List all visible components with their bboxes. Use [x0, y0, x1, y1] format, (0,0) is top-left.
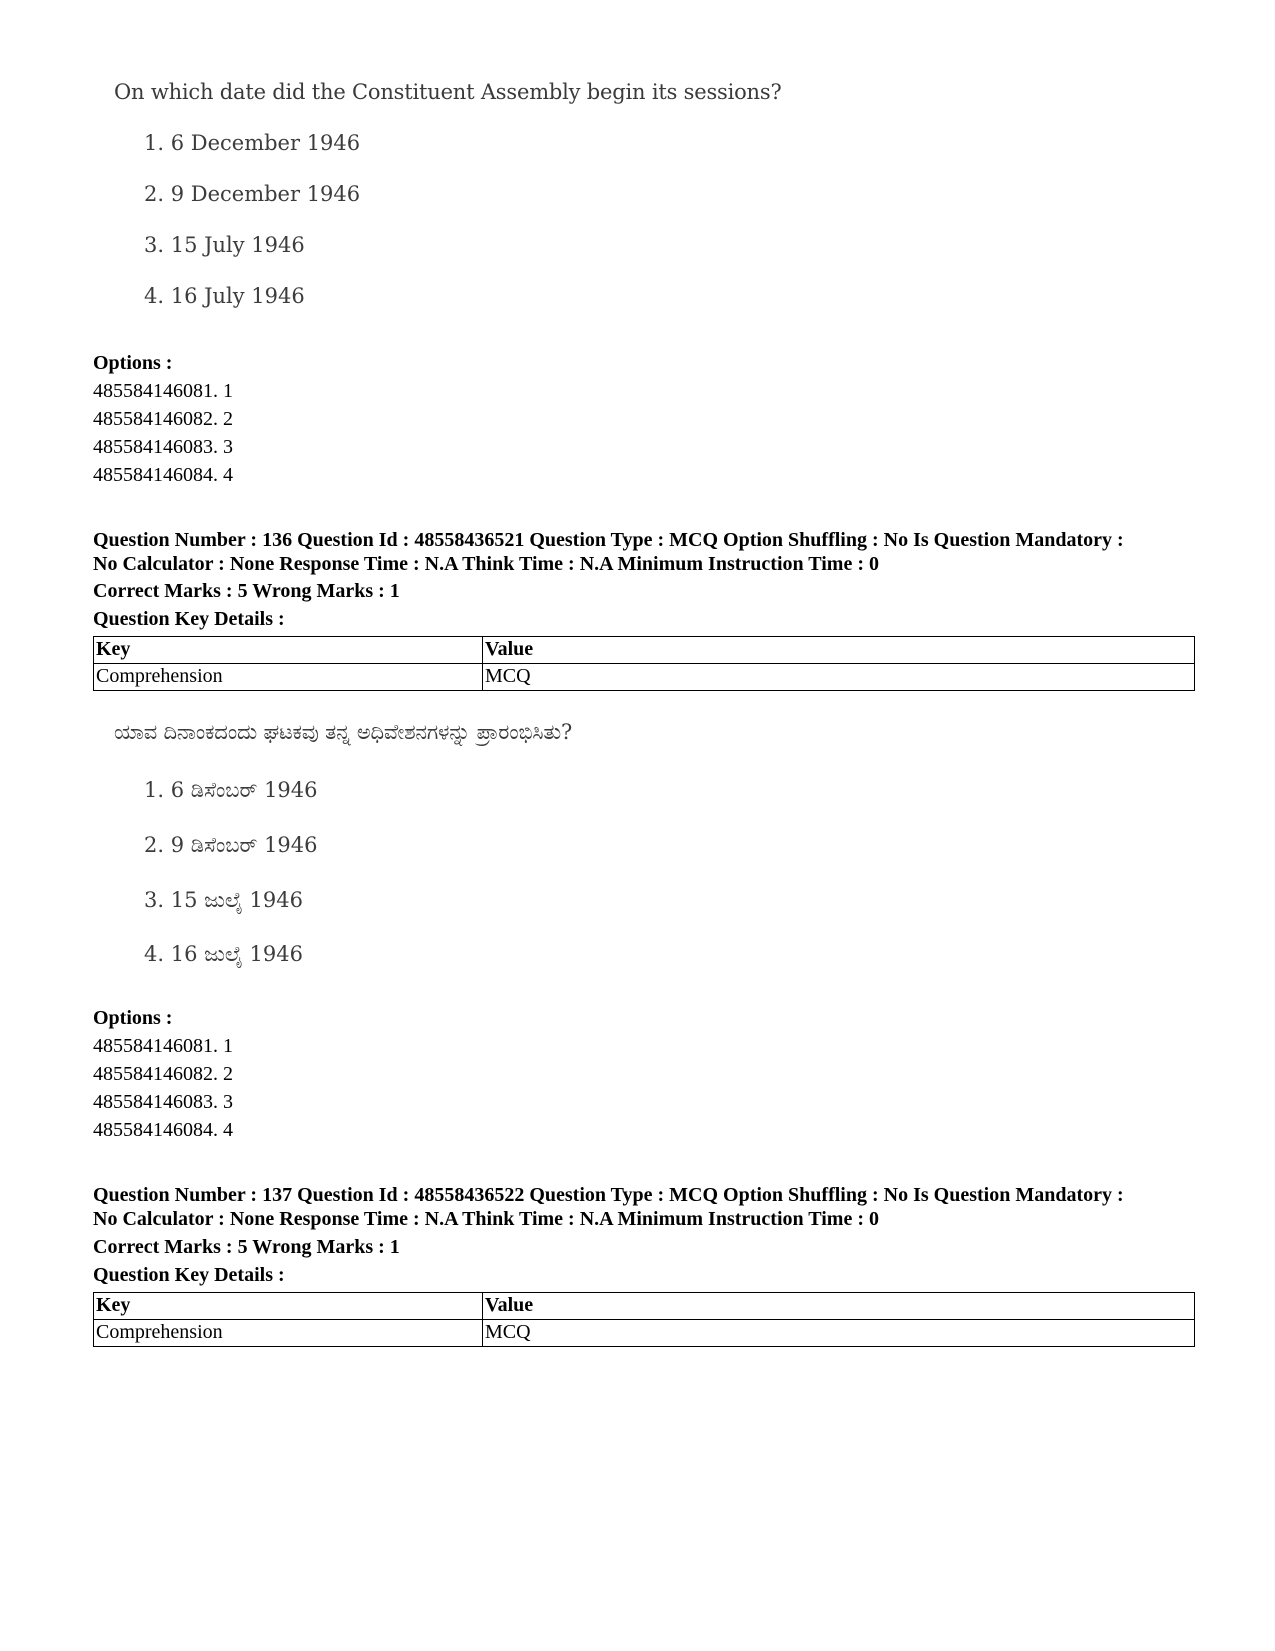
question-option: 4. 16 July 1946 [144, 284, 305, 308]
question-option: 2. 9 December 1946 [144, 182, 361, 206]
table-cell-key: Comprehension [94, 664, 483, 691]
option-id-line: 485584146082. 2 [93, 408, 233, 430]
option-id-line: 485584146081. 1 [93, 1035, 233, 1057]
option-id-line: 485584146083. 3 [93, 436, 233, 458]
options-label: Options : [93, 1007, 173, 1029]
key-details-table [93, 636, 1195, 691]
question-option: 3. 15 July 1946 [144, 233, 305, 257]
table-header-row [94, 637, 1195, 664]
option-id-line: 485584146081. 1 [93, 380, 233, 402]
option-id-line: 485584146084. 4 [93, 464, 233, 486]
table-cell-value: MCQ [483, 1320, 1195, 1347]
option-id-line: 485584146082. 2 [93, 1063, 233, 1085]
option-id-line: 485584146084. 4 [93, 1119, 233, 1141]
question-image-kannada [114, 720, 573, 966]
table-header-row [94, 1293, 1195, 1320]
question-meta-line-1: Question Number : 136 Question Id : 48558436521 Question Type : MCQ Option Shuffling : No Is Question Mandatory : [93, 529, 1124, 551]
marks-line: Correct Marks : 5 Wrong Marks : 1 [93, 580, 400, 602]
question-text: ಯಾವ ದಿನಾಂಕದಂದು ಘಟಕವು ತನ್ನ ಅಧಿವೇಶನಗಳನ್ನು ಪ್ರಾರಂಭಿಸಿತು? [114, 720, 573, 744]
question-text: On which date did the Constituent Assembly begin its sessions? [114, 80, 782, 104]
option-id-line: 485584146083. 3 [93, 1091, 233, 1113]
table-header-value: Value [483, 637, 1195, 664]
table-cell-value: MCQ [483, 664, 1195, 691]
table-cell-key: Comprehension [94, 1320, 483, 1347]
table-header-key: Key [94, 1293, 483, 1320]
question-meta-line-2: No Calculator : None Response Time : N.A Think Time : N.A Minimum Instruction Time : 0 [93, 553, 879, 575]
marks-line: Correct Marks : 5 Wrong Marks : 1 [93, 1236, 400, 1258]
question-option: 1. 6 ಡಿಸೆಂಬರ್ 1946 [144, 778, 318, 802]
question-image-english [114, 80, 782, 308]
key-details-table [93, 1292, 1195, 1347]
question-meta-line-2: No Calculator : None Response Time : N.A Think Time : N.A Minimum Instruction Time : 0 [93, 1208, 879, 1230]
table-row [94, 664, 1195, 691]
options-label: Options : [93, 352, 173, 374]
key-details-label: Question Key Details : [93, 1264, 285, 1286]
table-header-key: Key [94, 637, 483, 664]
question-option: 1. 6 December 1946 [144, 131, 361, 155]
table-row [94, 1320, 1195, 1347]
question-option: 2. 9 ಡಿಸೆಂಬರ್ 1946 [144, 833, 318, 857]
question-option: 4. 16 ಜುಲೈ 1946 [144, 942, 303, 966]
question-meta-line-1: Question Number : 137 Question Id : 48558436522 Question Type : MCQ Option Shuffling : No Is Question Mandatory : [93, 1184, 1124, 1206]
table-header-value: Value [483, 1293, 1195, 1320]
key-details-label: Question Key Details : [93, 608, 285, 630]
question-option: 3. 15 ಜುಲೈ 1946 [144, 888, 303, 912]
